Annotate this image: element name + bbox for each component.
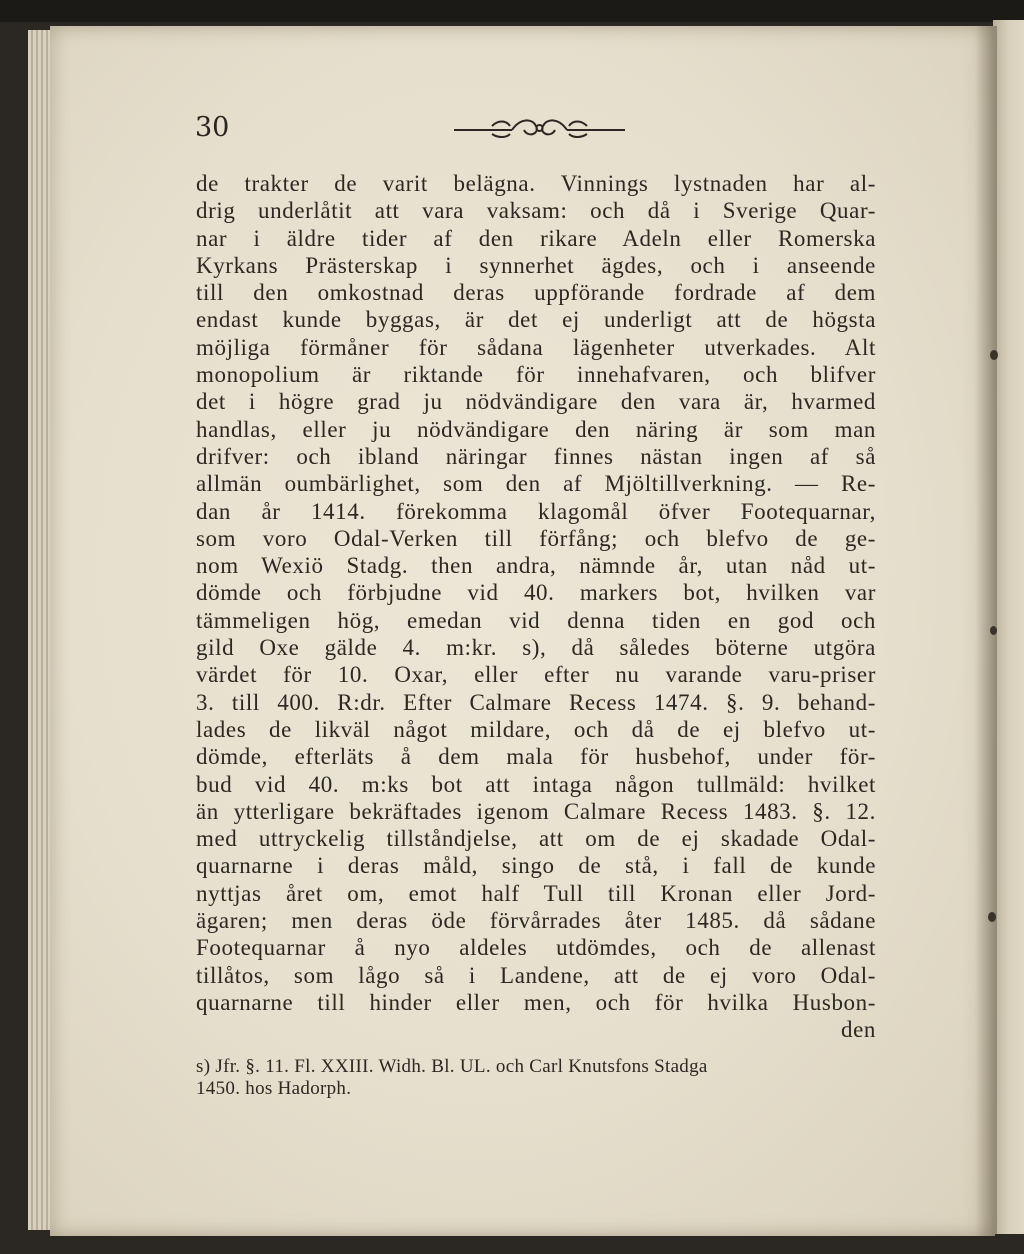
text-line: dömde, efterläts å dem mala för husbehof, under för- <box>196 744 876 770</box>
text-line: värdet för 10. Oxar, eller efter nu varande varu-priser <box>196 662 876 688</box>
text-line: till den omkostnad deras uppförande fordrade af dem <box>196 280 876 306</box>
ink-speck <box>988 912 996 922</box>
text-line: nom Wexiö Stadg. then andra, nämnde år, utan nåd ut- <box>196 553 876 579</box>
body-text <box>196 170 876 1044</box>
text-line: nyttjas året om, emot half Tull till Kronan eller Jord- <box>196 880 876 906</box>
text-line: dan år 1414. förekomma klagomål öfver Footequarnar, <box>196 498 876 524</box>
text-line: quarnarne till hinder eller men, och för hvilka Husbon- <box>196 989 876 1015</box>
text-line: de trakter de varit belägna. Vinnings lystnaden har al- <box>196 171 876 196</box>
text-line: ägaren; men deras öde förvårrades åter 1485. då sådane <box>196 908 876 934</box>
text-line: nar i äldre tider af den rikare Adeln eller Romerska <box>196 225 876 251</box>
text-line: lades de likväl något mildare, och då de ej blefvo ut- <box>196 716 876 742</box>
text-line: Kyrkans Prästerskap i synnerhet ägdes, och i anseende <box>196 252 876 278</box>
text-line: dömde och förbjudne vid 40. markers bot, hvilken var <box>196 580 876 606</box>
text-line: 3. till 400. R:dr. Efter Calmare Recess 1474. §. 9. behand- <box>196 689 876 715</box>
header-ornament-icon <box>452 116 627 140</box>
page-number: 30 <box>195 112 230 143</box>
text-line: handlas, eller ju nödvändigare den näring är som man <box>196 416 876 442</box>
text-line: drifver: och ibland näringar finnes nästan ingen af så <box>196 443 876 469</box>
text-line: än ytterligare bekräftades igenom Calmare Recess 1483. §. 12. <box>196 798 876 824</box>
footnote <box>196 1056 876 1100</box>
scan-background <box>0 0 1024 22</box>
text-line: den <box>840 1017 876 1043</box>
facing-page-edge <box>993 20 1024 1234</box>
ink-speck <box>990 350 998 360</box>
ink-speck <box>990 626 997 635</box>
text-line: möjliga förmåner för sådana lägenheter utverkades. Alt <box>196 334 876 360</box>
text-line: monopolium är riktande för innehafvaren, och blifver <box>196 362 876 388</box>
text-line: med uttryckelig tillståndjelse, att om de ej skadade Odal- <box>196 826 876 852</box>
footnote-line: s) Jfr. §. 11. Fl. XXIII. Widh. Bl. UL. och Carl Knutsfons Stadga <box>196 1056 708 1077</box>
text-line: bud vid 40. m:ks bot att intaga någon tullmäld: hvilket <box>196 771 876 797</box>
text-line: allmän oumbärlighet, som den af Mjöltillverkning. — Re- <box>196 471 876 497</box>
text-line: quarnarne i deras måld, singo de stå, i fall de kunde <box>196 853 876 879</box>
text-line: endast kunde byggas, är det ej underligt att de högsta <box>196 307 876 333</box>
text-line: det i högre grad ju nödvändigare den vara är, hvarmed <box>196 389 876 415</box>
text-line: Footequarnar å nyo aldeles utdömdes, och de allenast <box>196 935 876 961</box>
text-line: drig underlåtit att vara vaksam: och då i Sverige Quar- <box>196 198 876 224</box>
text-line: som voro Odal-Verken till förfång; och blefvo de ge- <box>196 525 876 551</box>
text-line: tillåtos, som lågo så i Landene, att de ej voro Odal- <box>196 962 876 988</box>
footnote-line: 1450. hos Hadorph. <box>196 1078 352 1099</box>
text-line: tämmeligen hög, emedan vid denna tiden en god och <box>196 607 876 633</box>
text-line: gild Oxe gälde 4. m:kr. s), då således böterne utgöra <box>196 635 876 661</box>
